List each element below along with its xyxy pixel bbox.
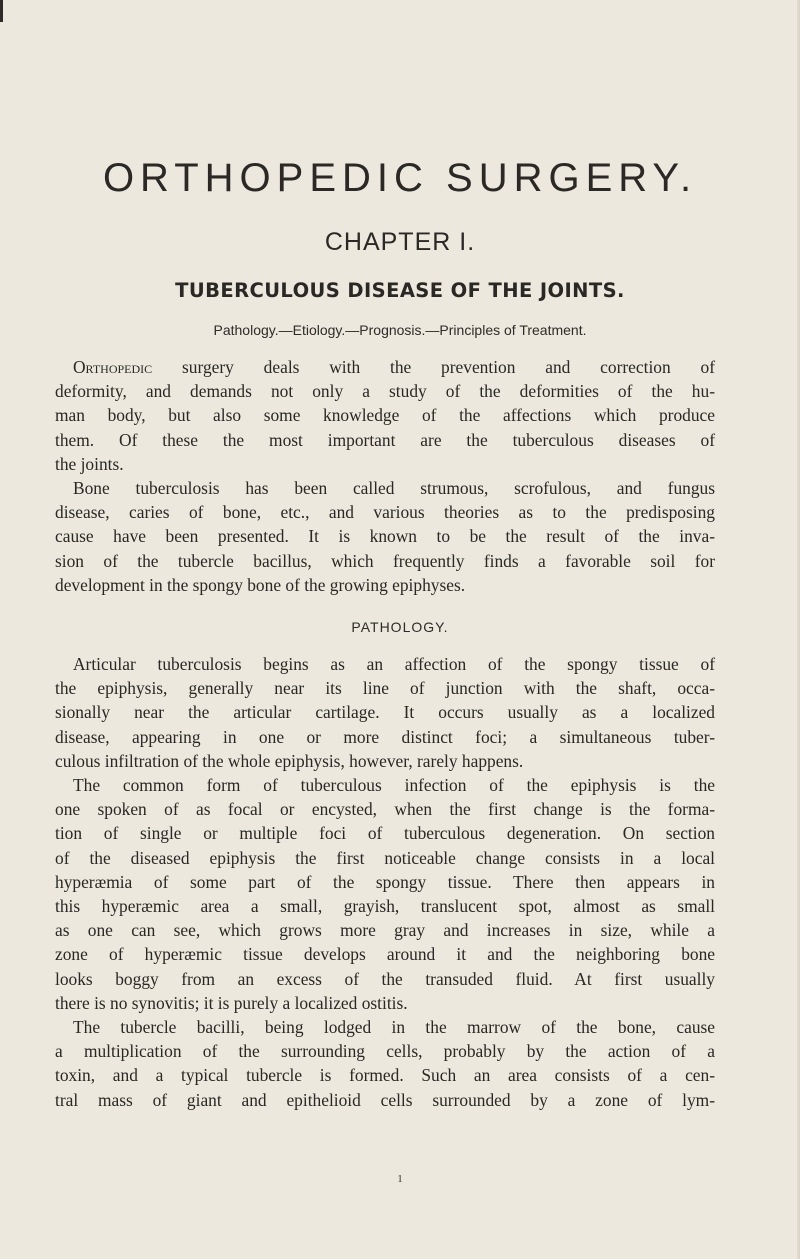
paragraph-articular-tuberculosis <box>55 652 715 773</box>
text-line: deformity, and demands not only a study of the deformities of the hu- <box>55 381 715 402</box>
text-line: tion of single or multiple foci of tuberculous degeneration. On section <box>55 823 715 844</box>
text-line: sion of the tubercle bacillus, which frequently finds a favorable soil for <box>55 550 715 571</box>
text-line: toxin, and a typical tubercle is formed. Such an area consists of a cen- <box>55 1065 715 1086</box>
paragraph-bone-tuberculosis <box>55 476 715 597</box>
book-title: ORTHOPEDIC SURGERY. <box>102 156 698 200</box>
text-line: of the diseased epiphysis the first noticeable change consists in a local <box>55 847 715 868</box>
intro-paragraph <box>55 355 715 476</box>
text-line: the joints. <box>55 453 124 474</box>
lead-word: Orthopedic <box>73 357 153 377</box>
text-line: The tubercle bacilli, being lodged in the marrow of the bone, cause <box>73 1017 715 1037</box>
text-line: the epiphysis, generally near its line of junction with the shaft, occa- <box>55 678 715 699</box>
text-line: development in the spongy bone of the growing epiphyses. <box>55 574 466 595</box>
text-line: one spoken of as focal or encysted, when the first change is the forma- <box>55 799 715 820</box>
text-line-rest: surgery deals with the prevention and correction of <box>152 357 715 377</box>
text-line: Articular tuberculosis begins as an affection of the spongy tissue of <box>73 654 715 674</box>
page-edge-mark <box>0 0 3 22</box>
paragraph-tubercle-bacilli <box>55 1015 715 1112</box>
text-line <box>55 355 715 379</box>
chapter-subtopics: Pathology.—Etiology.—Prognosis.—Principles of Treatment. <box>213 322 587 338</box>
text-line: hyperæmia of some part of the spongy tissue. There then appears in <box>55 871 715 892</box>
text-line: this hyperæmic area a small, grayish, translucent spot, almost as small <box>55 895 715 916</box>
chapter-label: CHAPTER I. <box>324 228 476 256</box>
paragraph-focal-infection <box>55 773 715 1015</box>
text-line: sionally near the articular cartilage. It occurs usually as a localized <box>55 702 715 723</box>
text-line: cause have been presented. It is known to be the result of the inva- <box>55 526 715 547</box>
section-heading: PATHOLOGY. <box>351 619 449 635</box>
text-line: disease, appearing in one or more distinct foci; a simultaneous tuber- <box>55 726 715 747</box>
text-line: there is no synovitis; it is purely a localized ostitis. <box>55 992 408 1013</box>
text-line: culous infiltration of the whole epiphysis, however, rarely happens. <box>55 750 524 771</box>
page-number: 1 <box>397 1173 403 1185</box>
text-line: zone of hyperæmic tissue develops around it and the neighboring bone <box>55 944 715 965</box>
text-line: Bone tuberculosis has been called strumous, scrofulous, and fungus <box>73 478 715 498</box>
text-line: looks boggy from an excess of the transuded fluid. At first usually <box>55 968 715 989</box>
chapter-title: TUBERCULOUS DISEASE OF THE JOINTS. <box>175 279 625 302</box>
text-line: The common form of tuberculous infection of the epiphysis is the <box>73 775 715 795</box>
text-line: them. Of these the most important are the tuberculous diseases of <box>55 429 715 450</box>
text-line: man body, but also some knowledge of the affections which produce <box>55 405 715 426</box>
text-line: a multiplication of the surrounding cells, probably by the action of a <box>55 1041 715 1062</box>
text-line: tral mass of giant and epithelioid cells surrounded by a zone of lym- <box>55 1089 715 1110</box>
text-line: as one can see, which grows more gray and increases in size, while a <box>55 920 715 941</box>
text-line: disease, caries of bone, etc., and various theories as to the predisposing <box>55 502 715 523</box>
